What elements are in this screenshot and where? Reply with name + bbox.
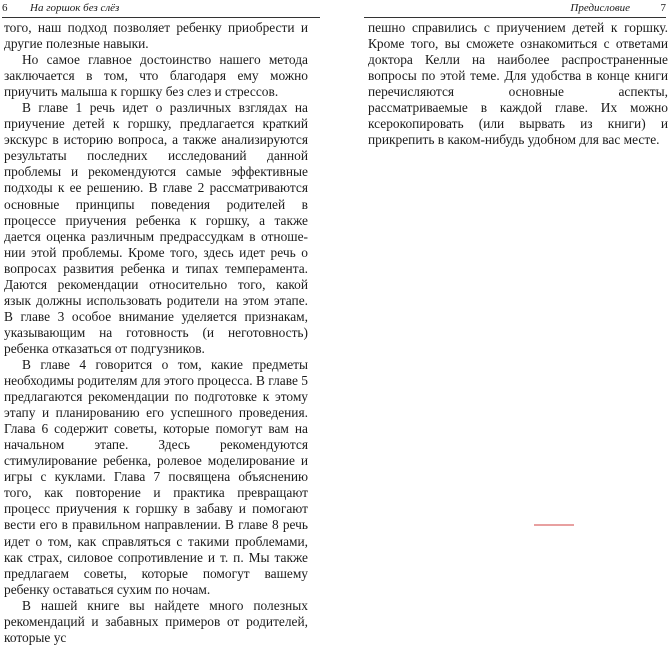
right-running-title: Предисловие <box>570 2 630 14</box>
paragraph: В нашей книге вы найдете много полезных рекомендаций и забавных примеров от родителей, которые ус <box>4 597 308 645</box>
right-body-text <box>368 20 668 148</box>
right-page <box>336 0 672 528</box>
left-page <box>0 0 320 645</box>
right-running-head <box>364 1 666 18</box>
right-page-number: 7 <box>660 2 666 14</box>
left-running-head <box>2 1 320 18</box>
left-body-text <box>4 20 308 646</box>
page-edge-mark <box>534 524 574 526</box>
paragraph: пешно справились с приучением детей к горшку. Кроме того, вы сможете ознакомиться с ответами доктора Келли на наиболее распространенные вопросы по этой теме. Для удобства в конце книги перечисляются основные аспекты, рассматриваемые в каждой главе. Их можно ксерокопировать (или вырвать из книги) и прикрепить в каком-нибудь удобном для вас месте. <box>368 20 668 148</box>
left-page-number: 6 <box>2 2 8 14</box>
paragraph: Но самое главное достоинство нашего метода заключается в том, что благодаря ему можно приучить малыша к горшку без слез и стрессов. <box>4 52 308 100</box>
left-running-title: На горшок без слёз <box>30 2 120 14</box>
paragraph: В главе 4 говорится о том, какие предметы необходимы родителям для этого процесса. В главе 5 предлагаются рекомендации по подготовке к этому этапу и планированию его успешного проведения. Глава 6 содержит советы, которые помогут вам на начальном этапе. Здесь рекомендуются стимулирование ребенка, ролевое моделирование и игры с куклами. Глава 7 посвящена объяснению того, как повторение и практика превращают процесс приучения к горшку в забаву и помогают вести его в правильном направлении. В главе 8 речь идет о том, как справляться с такими проблемами, как страх, силовое сопротивление и т. п. Мы также предлагаем советы, которые помогут вашему ребенку оставаться сухим по ночам. <box>4 356 308 597</box>
paragraph: В главе 1 речь идет о различных взглядах на приучение детей к горшку, предлагается краткий экскурс в историю вопроса, а также анализируются результаты последних исследований данной проблемы и рекомендуются самые эффективные подходы к ее решению. В главе 2 рассматриваются основные принципы поведения родителей в процессе приучения ребенка к горшку, а также дается оценка различным предрассудкам в отношении этой проблемы. Кроме того, здесь идет речь о вопросах развития ребенка и типах темперамента. Даются рекомендации относительно того, какой язык должны использовать родители на этом этапе. В главе 3 особое внимание уделяется признакам, указывающим на готовность (и неготовность) ребенка отказаться от подгузников. <box>4 100 308 356</box>
paragraph: того, наш подход позволяет ребенку приобрести и другие полезные навыки. <box>4 20 308 52</box>
